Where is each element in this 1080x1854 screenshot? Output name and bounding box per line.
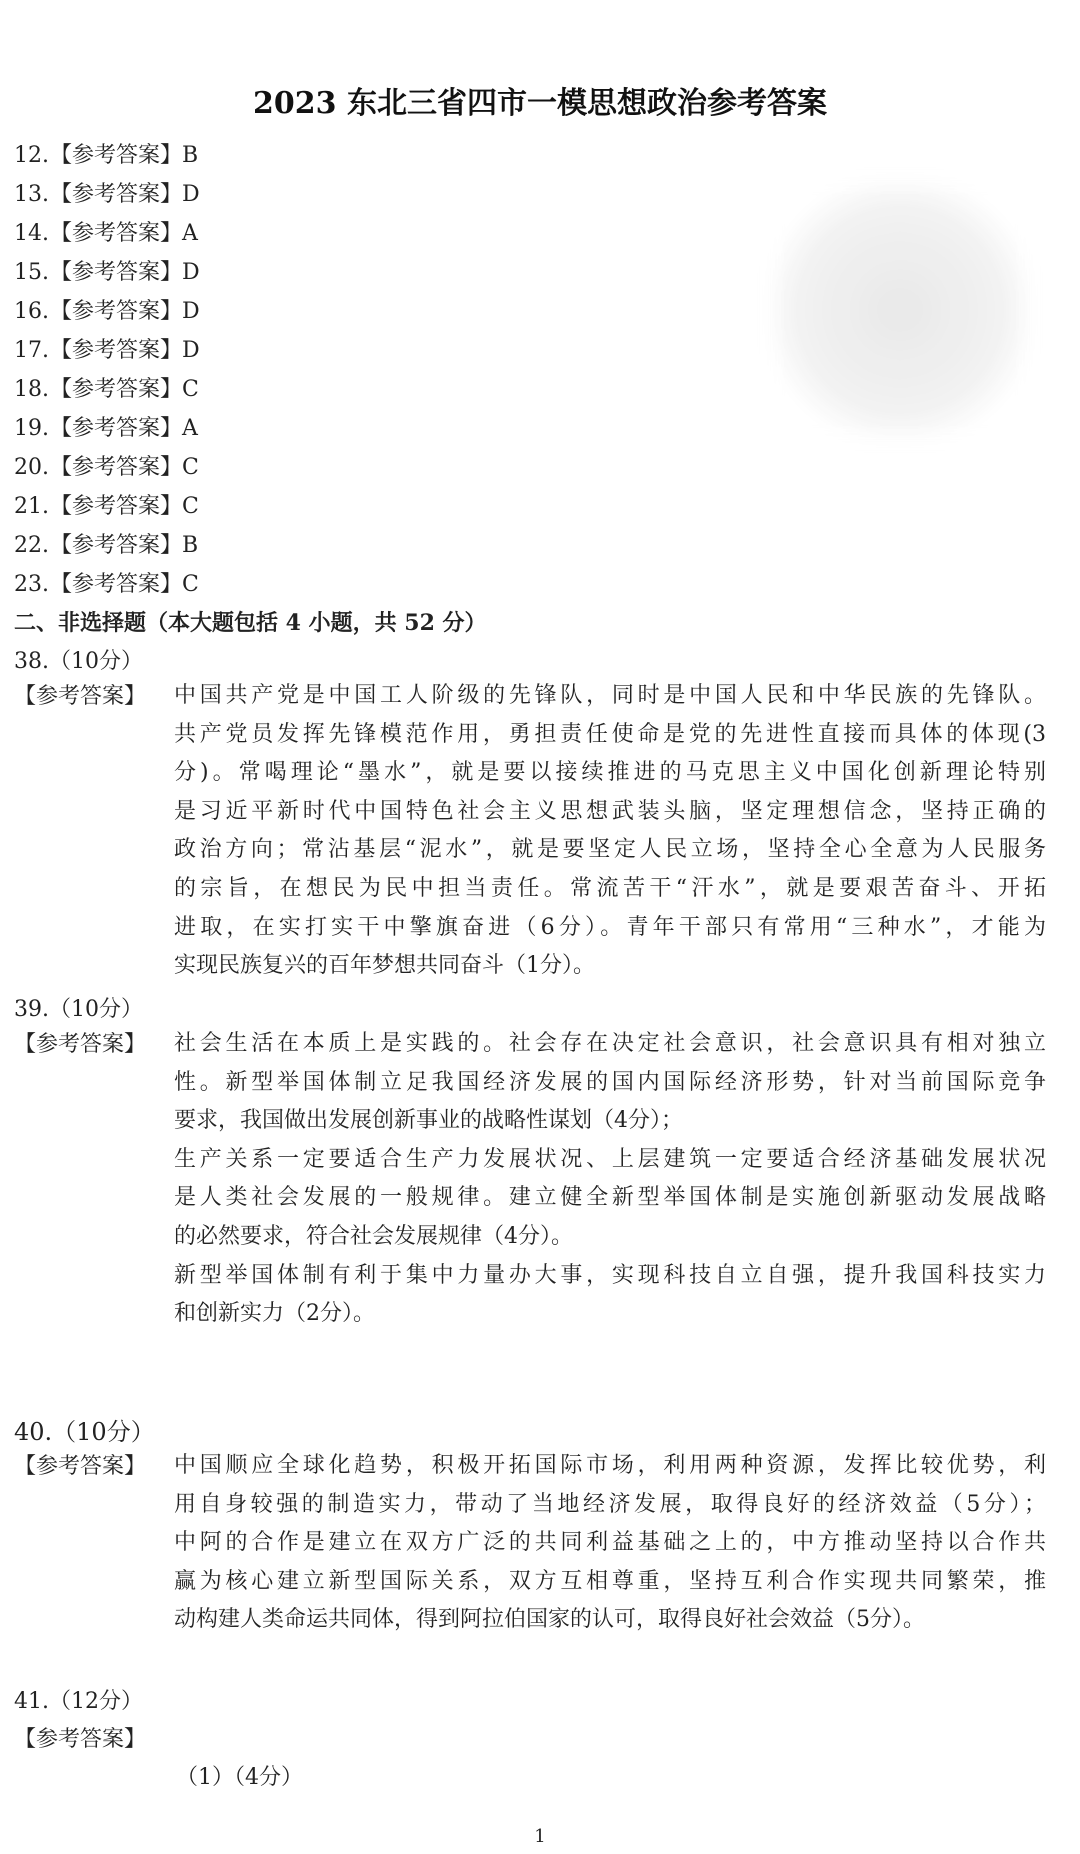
answer-line: 的必然要求，符合社会发展规律（4分）。: [174, 1223, 573, 1249]
choice-answer-label: 【参考答案】: [50, 143, 183, 168]
answer-line: 是人类社会发展的一般规律。建立健全新型举国体制是实施创新驱动发展战略: [174, 1185, 1046, 1211]
answer-line: 政治方向；常沾基层“泥水”，就是要坚定人民立场，坚持全心全意为人民服务: [174, 837, 1046, 863]
answer-line: 新型举国体制有利于集中力量办大事，实现科技自立自强，提升我国科技实力: [174, 1262, 1046, 1288]
document-title: 2023 东北三省四市一模思想政治参考答案: [253, 86, 827, 121]
answer-line: 和创新实力（2分）。: [174, 1301, 375, 1327]
choice-answer-answer: D: [182, 182, 200, 207]
choice-answer-answer: C: [182, 377, 199, 402]
choice-answer-label: 【参考答案】: [50, 416, 183, 441]
choice-answer-num: 21.: [14, 494, 49, 519]
answer-line: 性。新型举国体制立足我国经济发展的国内国际经济形势，针对当前国际竞争: [174, 1069, 1046, 1095]
question-40-answer: [174, 1447, 1046, 1640]
choice-answer-row: [14, 453, 199, 483]
section-heading: 二、非选择题（本大题包括 4 小题，共 52 分）: [14, 610, 487, 636]
choice-answer-label: 【参考答案】: [50, 338, 183, 363]
question-41-header: 41.（12分）: [14, 1689, 143, 1714]
page-number: 1: [534, 1826, 546, 1847]
answer-line: 生产关系一定要适合生产力发展状况、上层建筑一定要适合经济基础发展状况: [174, 1146, 1046, 1172]
choice-answer-label: 【参考答案】: [50, 299, 183, 324]
choice-answer-row: [14, 375, 199, 405]
question-39-answer-label: 【参考答案】: [14, 1032, 147, 1057]
answer-line: 社会生活在本质上是实践的。社会存在决定社会意识，社会意识具有相对独立: [174, 1031, 1046, 1056]
choice-answer-answer: A: [182, 416, 198, 441]
choice-answer-answer: B: [182, 143, 199, 168]
question-38-answer-label: 【参考答案】: [14, 684, 147, 709]
choice-answer-label: 【参考答案】: [50, 221, 183, 246]
answer-line: 实现民族复兴的百年梦想共同奋斗（1分）。: [174, 953, 595, 979]
choice-answer-num: 14.: [14, 221, 49, 246]
choice-answer-row: [14, 297, 200, 327]
answer-line: 用自身较强的制造实力，带动了当地经济发展，取得良好的经济效益（5分）；: [174, 1491, 1046, 1517]
choice-answer-answer: C: [182, 494, 199, 519]
choice-answer-answer: D: [182, 338, 200, 363]
choice-answer-num: 22.: [14, 533, 49, 558]
choice-answer-answer: B: [182, 533, 199, 558]
choice-answer-row: [14, 180, 200, 210]
answer-line: 动构建人类命运共同体，得到阿拉伯国家的认可，取得良好社会效益（5分）。: [174, 1607, 925, 1633]
answer-line: 要求，我国做出发展创新事业的战略性谋划（4分）；: [174, 1108, 683, 1134]
choice-answer-num: 15.: [14, 260, 49, 285]
blurred-watermark: [770, 180, 1030, 440]
choice-answer-row: [14, 219, 198, 249]
choice-answer-row: [14, 492, 199, 522]
question-38-answer: [174, 677, 1046, 986]
question-39-header: 39.（10分）: [14, 997, 143, 1022]
question-40-answer-label: 【参考答案】: [14, 1454, 147, 1479]
choice-answer-answer: C: [182, 455, 199, 480]
choice-answer-row: [14, 336, 200, 366]
question-41-sub-item: （1）（4分）: [176, 1765, 303, 1790]
choice-answer-row: [14, 258, 200, 288]
answer-line: 赢为核心建立新型国际关系，双方互相尊重，坚持互利合作实现共同繁荣，推: [174, 1568, 1046, 1594]
choice-answer-answer: C: [182, 572, 199, 597]
choice-answer-row: [14, 531, 198, 561]
choice-answer-num: 20.: [14, 455, 49, 480]
choice-answer-num: 23.: [14, 572, 49, 597]
choice-answer-num: 13.: [14, 182, 49, 207]
choice-answer-row: [14, 414, 198, 444]
choice-answer-label: 【参考答案】: [50, 494, 183, 519]
choice-answer-label: 【参考答案】: [50, 455, 183, 480]
choice-answer-label: 【参考答案】: [50, 533, 183, 558]
answer-line: 共产党员发挥先锋模范作用，勇担责任使命是党的先进性直接而具体的体现(3: [174, 721, 1046, 747]
choice-answer-num: 19.: [14, 416, 49, 441]
answer-line: 中国顺应全球化趋势，积极开拓国际市场，利用两种资源，发挥比较优势，利: [174, 1453, 1046, 1478]
choice-answer-row: [14, 570, 199, 600]
question-38-header: 38.（10分）: [14, 649, 143, 674]
answer-line: 中阿的合作是建立在双方广泛的共同利益基础之上的，中方推动坚持以合作共: [174, 1530, 1046, 1556]
choice-answer-label: 【参考答案】: [50, 572, 183, 597]
answer-line: 中国共产党是中国工人阶级的先锋队，同时是中国人民和中华民族的先锋队。: [174, 683, 1046, 708]
choice-answer-label: 【参考答案】: [50, 182, 183, 207]
choice-answer-num: 18.: [14, 377, 49, 402]
choice-answer-row: [14, 141, 198, 171]
choice-answer-answer: A: [182, 221, 198, 246]
choice-answer-label: 【参考答案】: [50, 260, 183, 285]
choice-answer-num: 12.: [14, 143, 49, 168]
choice-answer-answer: D: [182, 299, 200, 324]
choice-answer-label: 【参考答案】: [50, 377, 183, 402]
answer-line: 分)。常喝理论“墨水”，就是要以接续推进的马克思主义中国化创新理论特别: [174, 760, 1046, 786]
answer-line: 是习近平新时代中国特色社会主义思想武装头脑，坚定理想信念，坚持正确的: [174, 798, 1046, 824]
question-39-answer: [174, 1025, 1046, 1334]
choice-answer-num: 16.: [14, 299, 49, 324]
answer-line: 进取，在实打实干中擎旗奋进（6分）。青年干部只有常用“三种水”，才能为: [174, 914, 1046, 940]
question-40-header: 40.（10分）: [14, 1418, 155, 1446]
question-41-answer-label: 【参考答案】: [14, 1727, 147, 1752]
choice-answer-num: 17.: [14, 338, 49, 363]
answer-line: 的宗旨，在想民为民中担当责任。常流苦干“汗水”，就是要艰苦奋斗、开拓: [174, 875, 1046, 901]
choice-answer-answer: D: [182, 260, 200, 285]
